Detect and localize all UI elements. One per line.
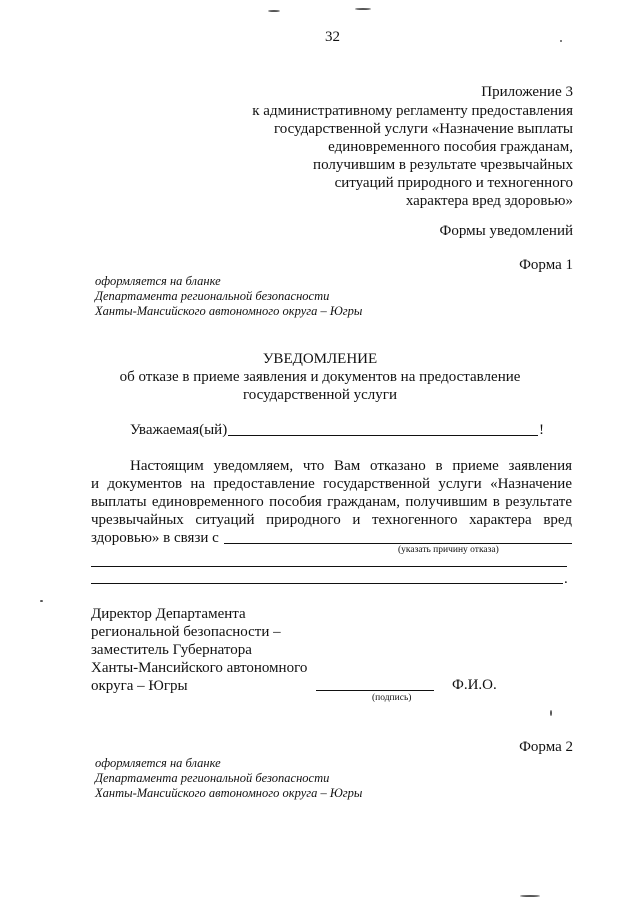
fio-label: Ф.И.О. [452,677,497,693]
body-line: чрезвычайных ситуаций природного и техногенного характера вред [91,512,572,528]
blank-note: Департамента региональной безопасности [95,289,330,303]
signer-line: округа – Югры [91,678,188,694]
notice-subtitle: государственной услуги [243,387,397,403]
blank-note: оформляется на бланке [95,756,221,770]
annex-line: единовременного пособия гражданам, [328,139,573,155]
annex-title: Приложение 3 [481,84,573,100]
scan-artifact [268,10,280,12]
form2-label: Форма 2 [519,739,573,755]
annex-line: ситуаций природного и техногенного [334,175,573,191]
blank-note: Департамента региональной безопасности [95,771,330,785]
blank-note: Ханты-Мансийского автономного округа – Югры [95,304,363,318]
annex-line: к административному регламенту предоставления [252,103,573,119]
notice-subtitle: об отказе в приеме заявления и документов на предоставление [119,369,521,385]
reason-blank-line [91,566,567,567]
scan-artifact [550,710,552,716]
body-line: выплаты единовременного пособия гражданам, получившим в результате [91,494,572,510]
reason-blank-line [224,543,572,544]
blank-note: Ханты-Мансийского автономного округа – Югры [95,786,363,800]
annex-line: получившим в результате чрезвычайных [313,157,573,173]
line-end-dot: . [564,571,568,587]
scan-artifact [40,600,43,602]
signer-line: заместитель Губернатора [91,642,252,658]
notice-title: УВЕДОМЛЕНИЕ [262,351,378,367]
body-line: и документов на предоставление государственной услуги «Назначение [91,476,572,492]
signer-line: Директор Департамента [91,606,246,622]
annex-line: государственной услуги «Назначение выплаты [274,121,573,137]
signer-line: региональной безопасности – [91,624,281,640]
body-line: Настоящим уведомляем, что Вам отказано в приеме заявления [130,458,572,474]
signer-line: Ханты-Мансийского автономного [91,660,308,676]
scan-artifact [560,40,562,42]
reason-prefix: здоровью» в связи с [91,530,219,546]
scan-artifact [520,895,540,897]
addressee-blank-line [228,435,538,436]
reason-hint: (указать причину отказа) [398,545,499,555]
scan-artifact [355,8,371,10]
reason-blank-line [91,583,563,584]
annex-line: характера вред здоровью» [405,193,573,209]
form1-label: Форма 1 [519,257,573,273]
signature-blank-line [316,690,434,691]
page-number: 32 [325,29,340,45]
greeting-label: Уважаемая(ый) [130,422,228,438]
blank-note: оформляется на бланке [95,274,221,288]
greeting-end: ! [539,422,544,438]
forms-heading: Формы уведомлений [439,223,573,239]
signature-hint: (подпись) [372,693,412,703]
